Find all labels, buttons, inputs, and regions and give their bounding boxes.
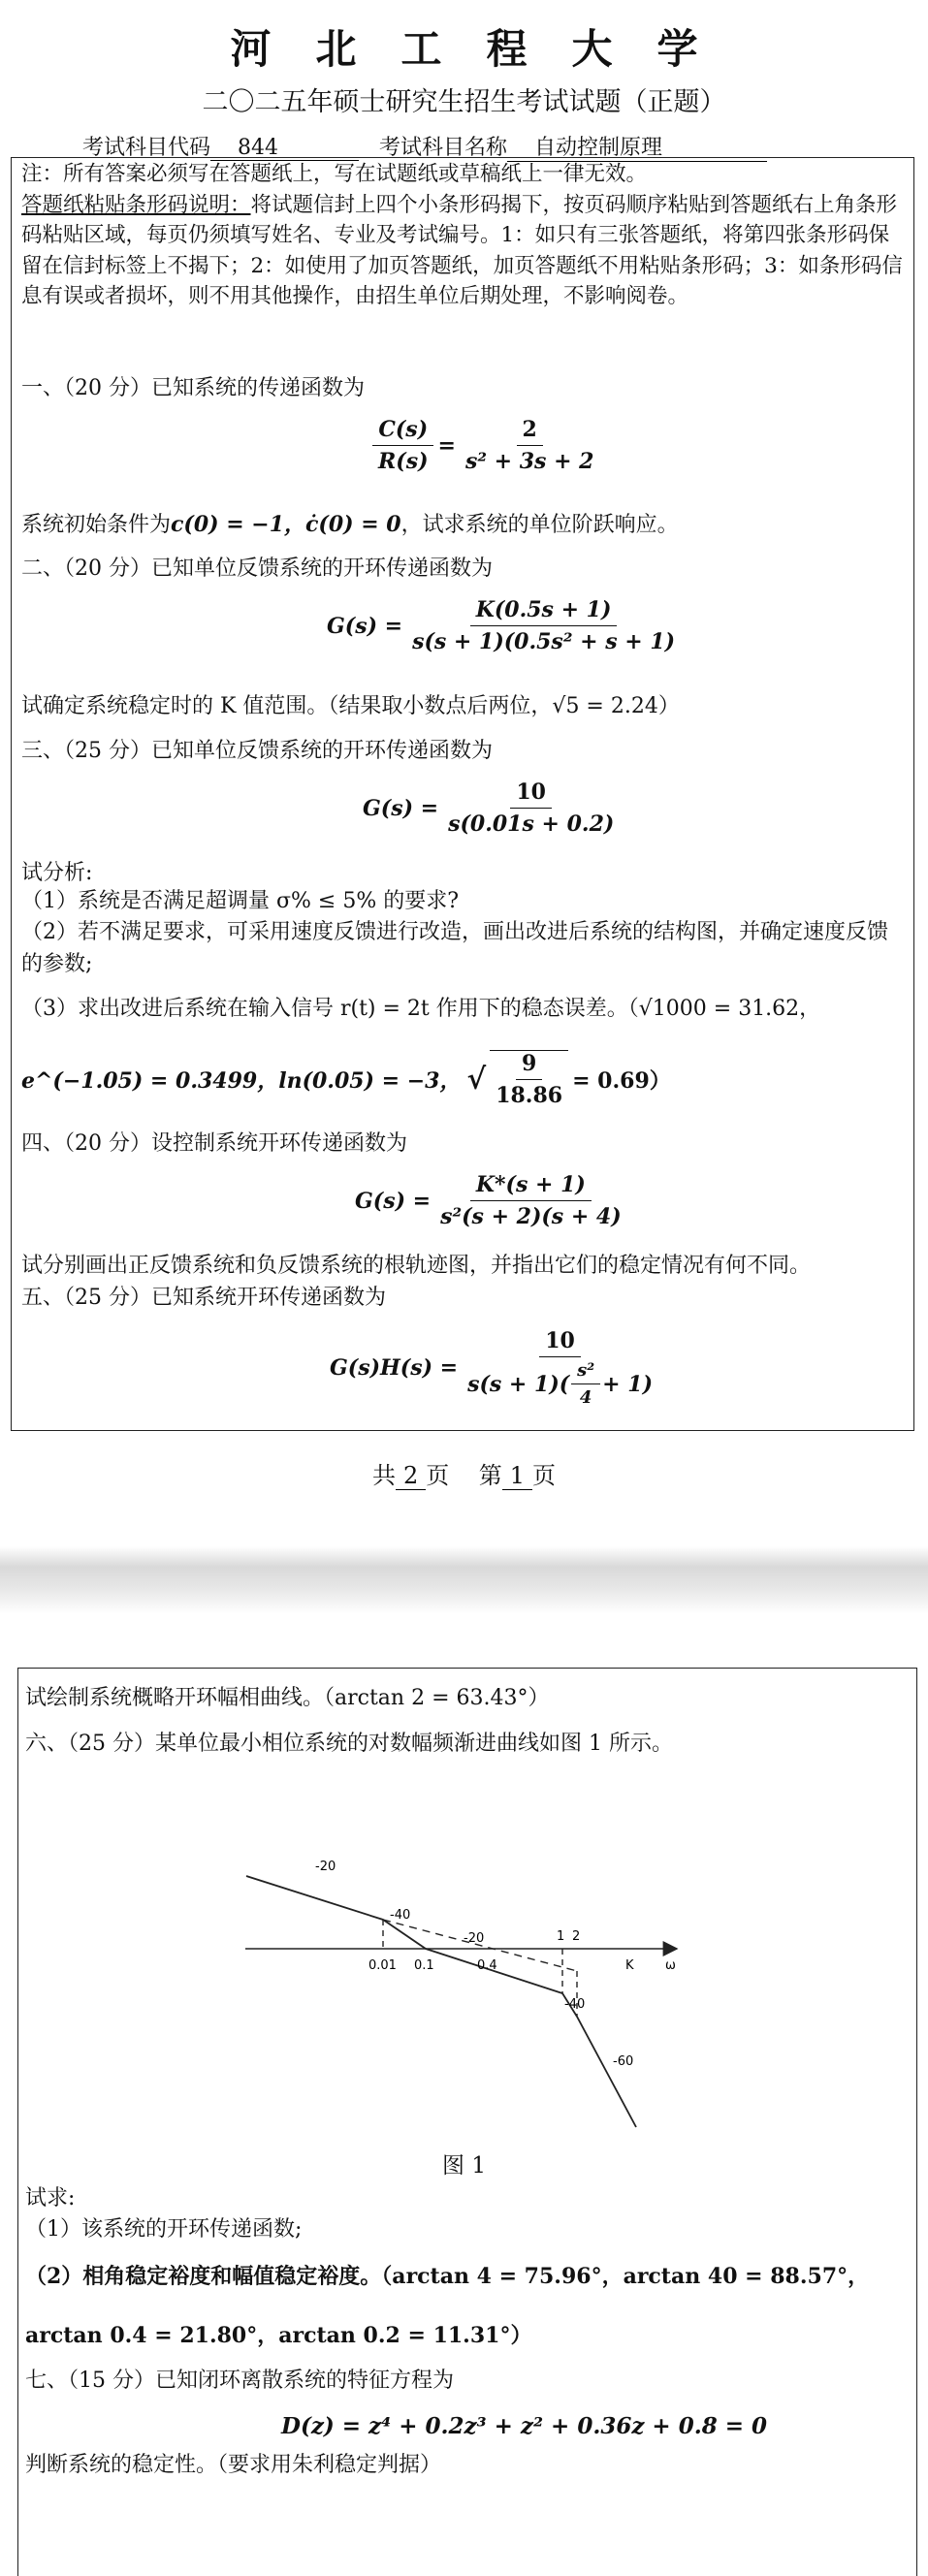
tick-0.4: 0.4 [477,1958,497,1973]
bode-plot [223,1779,698,2128]
q5-stem: 五、（25 分）已知系统开环传递函数为 [21,1286,386,1310]
q3-hint-frac [490,1050,568,1108]
sqrt-icon: √ [466,1062,487,1097]
q1-condition [21,508,679,542]
figure-caption: 图 1 [442,2153,486,2178]
q4-num: K*(s + 1) [470,1172,592,1201]
barcode-text: 将试题信封上四个小条形码揭下，按页码顺序粘贴到答题纸右上角条形码粘贴区域，每页仍须填写姓名、专业及考试编号。1：如只有三张答题纸，将第四张条形码保留在信封标签上不揭下；2：如使用了加页答题纸，加页答题纸不用粘贴条形码；3：如条形码信息有误或者损坏，则不用其他操作，由招生单位后期处理，不影响阅卷。 [21,192,903,308]
q1-cond-math: c(0) = −1，ċ(0) = 0 [171,512,401,537]
tick-0.01: 0.01 [368,1958,397,1973]
q6-ask: 试求: [25,2186,76,2210]
q5-den-pre: s(s + 1)( [467,1371,570,1397]
q4-lhs: G(s) = [355,1188,432,1214]
q3-den: s(0.01s + 0.2) [448,811,615,837]
q1-rhs-num: 2 [517,417,543,446]
q6-part2-cont: arctan 0.4 = 21.80°，arctan 0.2 = 11.31°） [25,2323,532,2348]
q3-hint-den: 18.86 [496,1083,563,1108]
q5-equation [330,1328,662,1408]
barcode-instructions [21,190,909,312]
q4-den: s²(s + 2)(s + 4) [440,1204,622,1229]
subject-code: 844 [210,136,359,161]
q2-num: K(0.5s + 1) [470,597,618,626]
q5-lhs: G(s)H(s) = [330,1355,459,1381]
page-separator [0,1546,928,1614]
q4-ask: 试分别画出正反馈系统和负反馈系统的根轨迹图，并指出它们的稳定情况有何不同。 [21,1254,812,1278]
q1-lhs-num: C(s) [372,417,433,446]
q5-den [462,1357,658,1408]
q5-frac [462,1328,658,1408]
q4-stem: 四、（20 分）设控制系统开环传递函数为 [21,1131,407,1156]
q3-stem: 三、（25 分）已知单位反馈系统的开环传递函数为 [21,739,493,763]
q1-lhs-den: R(s) [378,449,429,474]
q4-frac [434,1172,627,1229]
q3-hint-num: 9 [516,1051,542,1080]
slope-label-5: -60 [613,2054,634,2069]
notice-line: 注：所有答案必须写在答题纸上，写在试题纸或草稿纸上一律无效。 [21,162,648,186]
q6-part1: （1）该系统的开环传递函数; [25,2217,303,2242]
q5-den-frac-num: s² [571,1360,600,1384]
q1-lhs-frac [372,417,434,474]
subject-name: 自动控制原理 [507,131,767,162]
q1-equation: $\frac{C(s)}{R(s)}$ = $\frac{2}{\text{s² + 3s + 2}}$ [368,417,603,474]
subject-code-label: 考试科目代码 [82,136,211,160]
q2-den: s(s + 1)(0.5s² + s + 1) [412,629,676,654]
q3-analyze: 试分析: [21,861,93,885]
q5-den-frac-den: 4 [579,1387,592,1408]
q2-lhs: G(s) = [327,613,403,639]
footer-page-suffix: 页 [532,1462,557,1489]
q6-part2: （2）相角稳定裕度和幅值稳定裕度。（arctan 4 = 75.96°，arctan 40 = 88.57°， [25,2264,870,2289]
q5-den-post: + 1) [602,1371,653,1397]
subject-name-label: 考试科目名称 [379,136,508,160]
q1-rhs-den: s² + 3s + 2 [464,449,594,474]
axis-omega-label: ω [665,1958,676,1973]
slope-label-2: -40 [390,1908,411,1923]
footer-page-prefix: 第 [478,1462,502,1489]
q3-part1: （1）系统是否满足超调量 σ% ≤ 5% 的要求? [21,889,460,913]
q6-stem: 六、（25 分）某单位最小相位系统的对数幅频渐进曲线如图 1 所示。 [25,1732,673,1756]
q1-cond-suffix: ，试求系统的单位阶跃响应。 [400,513,679,537]
q3-part2: （2）若不满足要求，可采用速度反馈进行改造，画出改进后系统的结构图，并确定速度反馈的参数; [21,920,889,976]
notice [21,159,909,312]
tick-2: 2 [572,1929,581,1944]
q1-rhs-frac [460,417,600,474]
q4-equation [355,1172,631,1229]
q1-cond-prefix: 系统初始条件为 [21,513,172,537]
footer-page: 1 [502,1462,532,1490]
slope-label-4: -40 [564,1997,586,2012]
q3-hint-a: e^(−1.05) = 0.3499，ln(0.05) = −3， [21,1067,462,1094]
q1-stem: 一、（20 分）已知系统的传递函数为 [21,376,365,400]
q2-stem: 二、（20 分）已知单位反馈系统的开环传递函数为 [21,557,493,581]
slope-label-1: -20 [315,1860,336,1874]
q7-ask: 判断系统的稳定性。（要求用朱利稳定判据） [25,2453,442,2477]
q5-num: 10 [539,1328,581,1357]
q2-ask: 试确定系统稳定时的 K 值范围。（结果取小数点后两位，√5 = 2.24） [21,694,680,718]
exam-page-2 [0,1614,928,2575]
q5-continued: 试绘制系统概略开环幅相曲线。（arctan 2 = 63.43°） [25,1686,550,1710]
barcode-title: 答题纸粘贴条形码说明： [21,192,251,217]
q2-equation [327,597,685,654]
tick-1: 1 [557,1929,565,1944]
exam-title: 二〇二五年硕士研究生招生考试试题（正题） [202,87,726,117]
footer-total: 2 [396,1462,426,1490]
q3-frac [442,779,620,837]
q5-den-frac [571,1360,600,1408]
q3-equation [363,779,624,837]
q7-equation: D(z) = z⁴ + 0.2z³ + z² + 0.36z + 0.8 = 0 [281,2413,768,2439]
q7-stem: 七、（15 分）已知闭环离散系统的特征方程为 [25,2369,454,2393]
q3-lhs: G(s) = [363,795,439,821]
page-footer [0,1456,928,1490]
q3-hints [21,1050,671,1108]
footer-total-suffix: 页 [426,1462,450,1489]
slope-label-3: -20 [464,1931,485,1946]
university-name: 河北工程大学 [230,25,743,73]
tick-0.1: 0.1 [414,1958,434,1973]
q3-hint-c: = 0.69） [572,1067,671,1094]
q2-frac [406,597,681,654]
footer-total-prefix: 共 [371,1462,396,1489]
q3-num: 10 [510,779,552,809]
q3-part3: （3）求出改进后系统在输入信号 r(t) = 2t 作用下的稳态误差。（√1000 = 31.62， [21,997,821,1021]
tick-K: K [625,1958,634,1973]
